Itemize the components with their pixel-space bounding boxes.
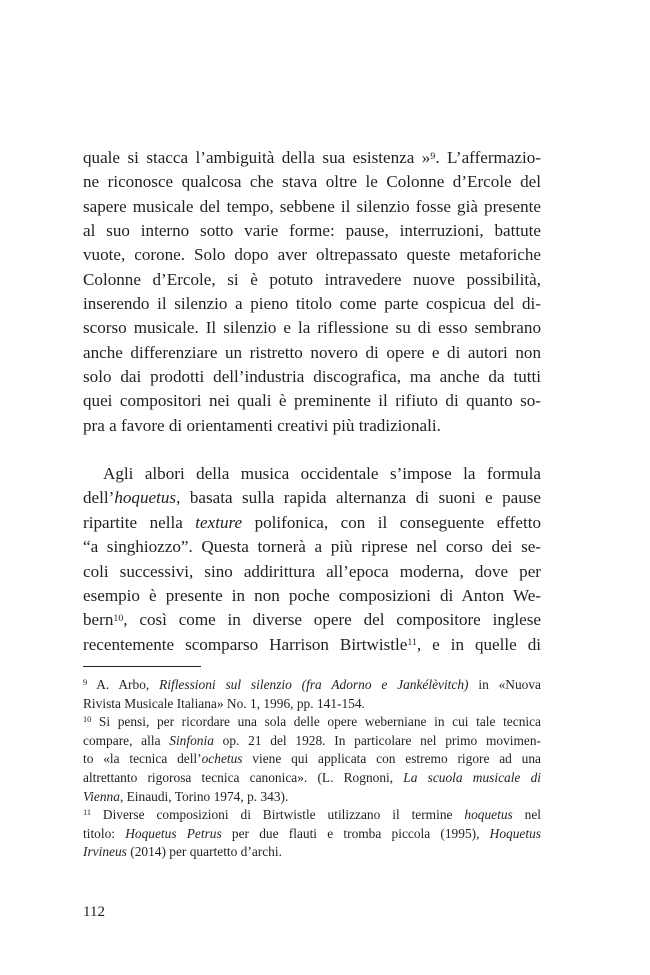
italic-title: Sinfonia	[169, 732, 214, 748]
footnote-9: $^9$ A. Arbo, Riflessioni sul silenzio (fra Adorno e Jankélèvitch) in «Nuova	[83, 677, 541, 692]
italic-term: hoquetus	[114, 488, 177, 508]
text-line: al suo interno sotto varie forme: pause, interruzioni, battute	[83, 221, 541, 241]
text-line: quale si stacca l’ambiguità della sua esistenza »$^9$. L’affermazio-	[83, 148, 541, 167]
text-line: dell’hoquetus, basata sulla rapida alternanza di suoni e pause	[83, 488, 541, 508]
italic-title: Hoquetus Petrus	[125, 825, 222, 841]
footnote-ref-9[interactable]: 9	[430, 150, 436, 162]
italic-term: ochetus	[201, 751, 243, 767]
footnote-number: 11	[83, 808, 91, 818]
footnote-line: compare, alla Sinfonia op. 21 del 1928. In particolare nel primo movimen-	[83, 732, 542, 748]
text-line: sapere musicale del tempo, sebbene il silenzio fosse già presente	[83, 196, 541, 216]
text-line: vuote, corone. Solo dopo aver oltrepassato queste metaforiche	[83, 245, 541, 265]
footnote-divider	[83, 666, 201, 667]
footnote-line: to «la tecnica dell’ochetus viene qui applicata con estremo rigore ad una	[83, 751, 541, 767]
footnote-11: $^{11}$ Diverse composizioni di Birtwistle utilizzano il termine hoquetus nel	[83, 807, 541, 823]
italic-term: hoquetus	[464, 807, 513, 823]
text-line: anche differenziare un ristretto novero di opere e di autori non	[83, 342, 541, 362]
footnote-number: 9	[83, 678, 88, 688]
text-line: quei compositori nei quali è preminente il rifiuto di quanto so-	[83, 391, 541, 411]
footnote-line: Rivista Musicale Italiana» No. 1, 1996, pp. 141-154.	[83, 695, 365, 711]
text-line: ne riconosce qualcosa che stava oltre le Colonne d’Ercole del	[83, 172, 541, 192]
text-line: scorso musicale. Il silenzio e la riflessione su di esso sembrano	[83, 318, 541, 338]
footnote-line: titolo: Hoquetus Petrus per due flauti e tromba piccola (1995), Hoquetus	[83, 825, 541, 841]
italic-title: Riflessioni sul silenzio (fra Adorno e Jankélèvitch)	[159, 677, 469, 692]
text-line: esempio è presente in non poche composizioni di Anton We-	[83, 585, 541, 605]
italic-term: texture	[195, 512, 243, 532]
text-line: pra a favore di orientamenti creativi più tradizionali.	[83, 415, 441, 435]
italic-title: Irvineus	[83, 844, 127, 860]
italic-title: La scuola musicale di	[403, 769, 541, 785]
main-text	[83, 146, 541, 657]
footnote-line: Irvineus (2014) per quartetto d’archi.	[83, 844, 282, 860]
text-line: Agli albori della musica occidentale s’impose la formula	[103, 464, 541, 484]
text-line: coli successivi, sino addirittura all’epoca moderna, dove per	[83, 561, 541, 581]
page-number: 112	[83, 904, 105, 920]
footnote-ref-10[interactable]: 10	[113, 612, 124, 624]
text-line: ripartite nella texture polifonica, con il conseguente effetto	[83, 512, 542, 532]
italic-title: Hoquetus	[489, 825, 541, 841]
text-line: bern$^{10}$, così come in diverse opere del compositore inglese	[83, 610, 541, 630]
footnote-line: altrettanto rigorosa tecnica canonica». (L. Rognoni, La scuola musicale di	[83, 769, 541, 785]
footnote-number: 10	[83, 715, 92, 725]
footnote-ref-11[interactable]: 11	[407, 637, 417, 649]
text-line: inserendo il silenzio a pieno titolo come parte cospicua del di-	[83, 294, 541, 314]
text-line: Colonne d’Ercole, si è potuto intravedere nuove possibilità,	[83, 269, 541, 289]
text-line: solo dai prodotti dell’industria discografica, ma anche da tutti	[83, 367, 541, 387]
footnote-10: $^{10}$ Si pensi, per ricordare una sola delle opere weberniane in cui tale tecnica	[83, 714, 541, 730]
italic-title: Vienna	[83, 788, 120, 804]
paragraph-gap	[83, 438, 541, 462]
text-line: recentemente scomparso Harrison Birtwistle$^{11}$, e in quelle di	[83, 634, 541, 654]
text-line: “a singhiozzo”. Questa tornerà a più riprese nel corso dei se-	[83, 537, 541, 557]
footnotes	[83, 676, 541, 862]
footnote-line: Vienna, Einaudi, Torino 1974, p. 343).	[83, 788, 289, 804]
